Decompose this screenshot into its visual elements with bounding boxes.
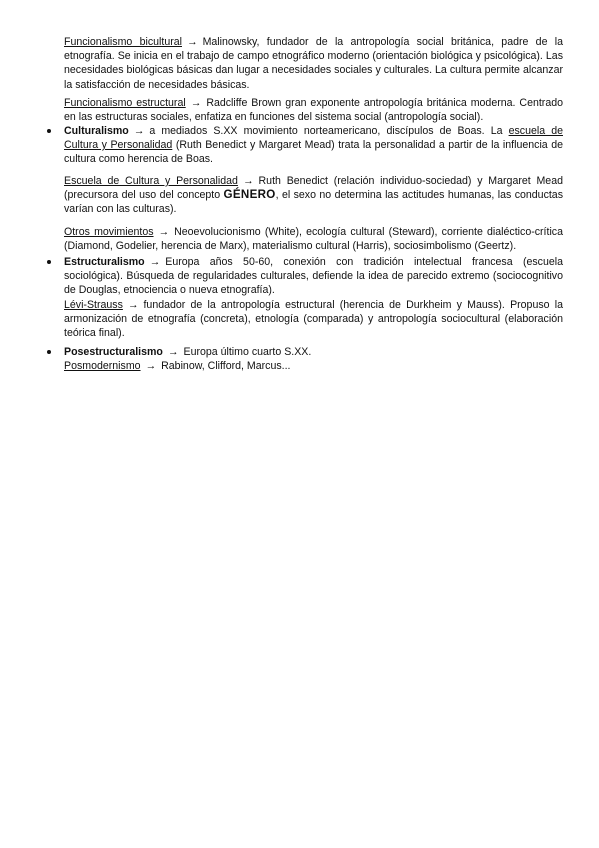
- bullet-dot-icon: [46, 345, 54, 359]
- text-otros-movimientos: Neoevolucionismo (White), ecología cultural (Steward), corriente dialéctico-crítica (Diamond, Godelier, herencia de Marx), materialismo cultural (Harris), sociosimbolismo (Geertz).: [64, 226, 563, 253]
- arrow-icon: →: [133, 125, 145, 137]
- text-estructuralismo: Europa años 50-60, conexión con tradición intelectual francesa (escuela sociológica). Búsqueda de regularidades culturales, defiende la idea de parecido extremo (sociocognitivo de Douglas, etnociencia o nueva etnografía).: [64, 256, 563, 297]
- paragraph-posmodernismo: [64, 359, 563, 373]
- arrow-icon: →: [158, 226, 170, 238]
- bullet-dot-icon: [46, 255, 54, 269]
- paragraph-escuela-cultura-personalidad: [64, 174, 563, 217]
- term-escuela-link: escuela de Cultura y Personalidad: [64, 125, 563, 152]
- term-otros-movimientos: Otros movimientos: [64, 226, 154, 238]
- term-culturalismo: Culturalismo: [64, 125, 129, 137]
- arrow-icon: →: [145, 360, 157, 372]
- text-funcionalismo-estructural: Radcliffe Brown gran exponente antropología británica moderna. Centrado en las estructuras sociales, enfatiza en funciones del sistema social (antropología social).: [64, 97, 564, 124]
- arrow-icon: →: [127, 299, 139, 311]
- arrow-icon: →: [242, 175, 254, 187]
- bullet-posestructuralismo: [64, 345, 563, 359]
- arrow-icon: →: [186, 36, 198, 48]
- text-escuela-b: , el sexo no determina las actitudes humanas, las conductas varían con las culturas).: [64, 189, 563, 216]
- paragraph-otros-movimientos: [64, 225, 563, 253]
- term-escuela-cultura-personalidad: Escuela de Cultura y Personalidad: [64, 175, 238, 187]
- text-posestructuralismo: Europa último cuarto S.XX.: [183, 346, 312, 358]
- paragraph-funcionalismo-estructural: [64, 96, 563, 124]
- text-funcionalismo-bicultural: Malinowsky, fundador de la antropología social británica, padre de la etnografía. Se inicia en el trabajo de campo etnográfico moderno (orientación biológica y psicológica). Las necesidades biológicas básicas dan lugar a necesidades sociales y culturales. La cultura permite alcanzar la satisfacción de necesidades básicas.: [64, 36, 563, 91]
- term-funcionalismo-estructural: Funcionalismo estructural: [64, 97, 186, 109]
- text-posmodernismo: Rabinow, Clifford, Marcus...: [161, 360, 291, 372]
- arrow-icon: →: [190, 97, 202, 109]
- text-levi-strauss: fundador de la antropología estructural (herencia de Durkheim y Mauss). Propuso la armonización de etnografía (concreta), etnología (comparada) y antropología sociocultural (elaboración teórica final).: [64, 299, 563, 340]
- paragraph-levi-strauss: [64, 298, 563, 341]
- arrow-icon: →: [167, 346, 179, 358]
- text-escuela-a: Ruth Benedict (relación individuo-sociedad) y Margaret Mead (precursora del uso del concepto: [64, 175, 563, 202]
- bullet-estructuralismo: [64, 255, 563, 298]
- term-genero: GÉNERO: [223, 188, 276, 202]
- paragraph-funcionalismo-bicultural: [64, 35, 563, 92]
- text-culturalismo-b: (Ruth Benedict y Margaret Mead) trata la personalidad a partir de la influencia de cultura como herencia de Boas.: [64, 139, 563, 166]
- term-levi-strauss: Lévi-Strauss: [64, 299, 123, 311]
- term-estructuralismo: Estructuralismo: [64, 256, 145, 268]
- text-culturalismo-a: a mediados S.XX movimiento norteamericano, discípulos de Boas. La: [149, 125, 503, 137]
- arrow-icon: →: [149, 256, 161, 268]
- term-funcionalismo-bicultural: Funcionalismo bicultural: [64, 36, 182, 48]
- term-posmodernismo: Posmodernismo: [64, 360, 141, 372]
- bullet-culturalismo: [64, 124, 563, 167]
- bullet-dot-icon: [46, 124, 54, 138]
- term-posestructuralismo: Posestructuralismo: [64, 346, 163, 358]
